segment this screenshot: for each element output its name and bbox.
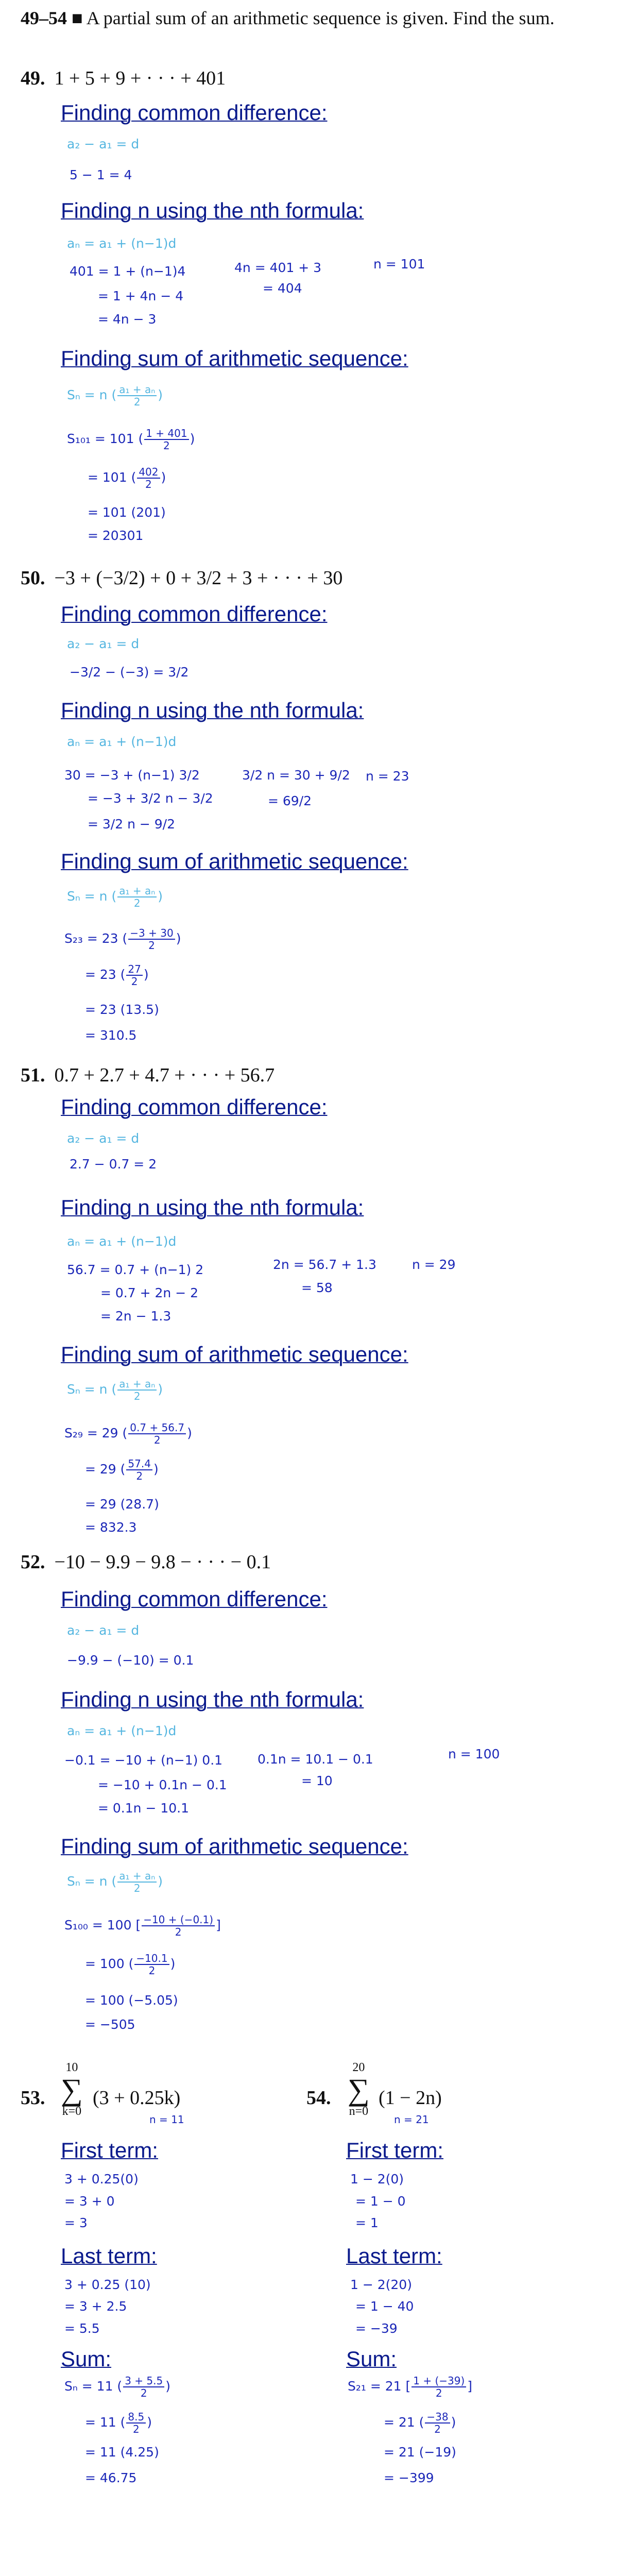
problem-expression: −10 − 9.9 − 9.8 − · · · − 0.1 bbox=[54, 1551, 271, 1573]
work-n2: = 0.7 + 2n − 2 bbox=[100, 1285, 198, 1300]
formula-d: a₂ − a₁ = d bbox=[67, 137, 140, 151]
work-n1: 401 = 1 + (n−1)4 bbox=[70, 264, 186, 279]
heading-sum-short: Sum: bbox=[346, 2347, 397, 2371]
work-f3: = 3 bbox=[64, 2215, 88, 2230]
formula-sn: Sₙ = n ( $\frac{\text{a₁ + aₙ}}{2}$ ) bbox=[67, 885, 163, 909]
work-n1: 30 = −3 + (n−1) 3/2 bbox=[64, 768, 200, 783]
work-s4: = 310.5 bbox=[85, 1028, 137, 1043]
work-l2: = 3 + 2.5 bbox=[64, 2299, 127, 2314]
work-s4: = 20301 bbox=[88, 528, 144, 543]
work-s4: = 46.75 bbox=[85, 2470, 137, 2485]
work-d: −9.9 − (−10) = 0.1 bbox=[67, 1653, 194, 1668]
problem-expression: (3 + 0.25k) bbox=[93, 2087, 181, 2109]
work-f3: = 1 bbox=[355, 2215, 379, 2230]
work-l2: = 1 − 40 bbox=[355, 2299, 414, 2314]
problem-number: 50. bbox=[21, 567, 45, 589]
work-n6: n = 29 bbox=[412, 1257, 456, 1272]
sigma-icon: ∑ bbox=[348, 2073, 370, 2107]
work-s4: = −505 bbox=[85, 2017, 135, 2032]
formula-sn: Sₙ = n ( $\frac{\text{a₁ + aₙ}}{2}$ ) bbox=[67, 383, 163, 408]
work-s1: S₂₃ = 23 ( $\frac{-3 + 30}{2}$ ) bbox=[64, 927, 181, 952]
work-n3: = 0.1n − 10.1 bbox=[98, 1801, 190, 1816]
work-s1: Sₙ = 11 ( $\frac{3 + 5.5}{2}$ ) bbox=[64, 2375, 170, 2399]
exercise-range: 49–54 bbox=[21, 8, 67, 28]
work-s3: = 21 (−19) bbox=[384, 2445, 456, 2460]
work-n2: = −10 + 0.1n − 0.1 bbox=[98, 1777, 227, 1792]
heading-common-difference: Finding common difference: bbox=[61, 100, 328, 125]
problem-expression: (1 − 2n) bbox=[379, 2087, 442, 2109]
problem-number: 54. bbox=[306, 2087, 331, 2109]
problem-number: 49. bbox=[21, 67, 45, 89]
section-instructions bbox=[21, 6, 608, 30]
work-n5: = 69/2 bbox=[268, 793, 312, 808]
heading-sum: Finding sum of arithmetic sequence: bbox=[61, 849, 408, 873]
formula-an: aₙ = a₁ + (n−1)d bbox=[67, 1234, 177, 1249]
work-s2: = 101 ( $\frac{402}{2}$ ) bbox=[88, 466, 166, 490]
work-n4: 0.1n = 10.1 − 0.1 bbox=[258, 1752, 373, 1767]
work-n4: 4n = 401 + 3 bbox=[234, 260, 322, 275]
work-f2: = 3 + 0 bbox=[64, 2194, 115, 2209]
work-s3: = 100 (−5.05) bbox=[85, 1993, 178, 2008]
problem-expression: 0.7 + 2.7 + 4.7 + · · · + 56.7 bbox=[54, 1064, 275, 1086]
heading-nth-formula: Finding n using the nth formula: bbox=[61, 698, 364, 722]
heading-first-term: First term: bbox=[346, 2138, 443, 2162]
problem-52-header bbox=[21, 1551, 271, 1573]
heading-sum: Finding sum of arithmetic sequence: bbox=[61, 1342, 408, 1366]
formula-an: aₙ = a₁ + (n−1)d bbox=[67, 236, 177, 251]
work-n6: n = 100 bbox=[448, 1747, 500, 1761]
work-s3: = 11 (4.25) bbox=[85, 2445, 159, 2460]
work-n4: 2n = 56.7 + 1.3 bbox=[273, 1257, 376, 1272]
heading-last-term: Last term: bbox=[61, 2244, 157, 2268]
heading-sum: Finding sum of arithmetic sequence: bbox=[61, 346, 408, 370]
work-n5: = 10 bbox=[301, 1773, 333, 1788]
work-s3: = 23 (13.5) bbox=[85, 1002, 159, 1017]
problem-50-header bbox=[21, 567, 342, 589]
work-n6: n = 101 bbox=[373, 257, 425, 272]
heading-nth-formula: Finding n using the nth formula: bbox=[61, 1687, 364, 1711]
problem-51-header bbox=[21, 1064, 275, 1087]
work-l1: 1 − 2(20) bbox=[350, 2277, 412, 2292]
summation-53: 10 ∑ k=0 bbox=[61, 2061, 83, 2118]
work-s4: = −399 bbox=[384, 2470, 434, 2485]
work-l3: = 5.5 bbox=[64, 2321, 100, 2336]
problem-49-header bbox=[21, 67, 226, 90]
problem-number: 52. bbox=[21, 1551, 45, 1573]
work-s1: S₂₉ = 29 ( $\frac{0.7 + 56.7}{2}$ ) bbox=[64, 1421, 192, 1446]
work-n6: n = 23 bbox=[366, 769, 409, 784]
work-n3: = 4n − 3 bbox=[98, 312, 157, 327]
heading-first-term: First term: bbox=[61, 2138, 158, 2162]
work-d: 5 − 1 = 4 bbox=[70, 167, 132, 182]
work-s2: = 23 ( $\frac{27}{2}$ ) bbox=[85, 963, 149, 988]
heading-common-difference: Finding common difference: bbox=[61, 1587, 328, 1611]
problem-number: 53. bbox=[21, 2087, 45, 2109]
work-s2: = 21 ( $\frac{-38}{2}$ ) bbox=[384, 2411, 456, 2435]
formula-sn: Sₙ = n ( $\frac{\text{a₁ + aₙ}}{2}$ ) bbox=[67, 1378, 163, 1402]
work-n5: = 58 bbox=[301, 1280, 333, 1295]
work-f1: 1 − 2(0) bbox=[350, 2172, 404, 2187]
heading-sum: Finding sum of arithmetic sequence: bbox=[61, 1834, 408, 1858]
work-s3: = 29 (28.7) bbox=[85, 1497, 159, 1512]
heading-nth-formula: Finding n using the nth formula: bbox=[61, 198, 364, 223]
work-n1: −0.1 = −10 + (n−1) 0.1 bbox=[64, 1753, 223, 1768]
work-s1: S₁₀₁ = 101 ( $\frac{1 + 401}{2}$ ) bbox=[67, 427, 195, 452]
work-l1: 3 + 0.25 (10) bbox=[64, 2277, 151, 2292]
heading-last-term: Last term: bbox=[346, 2244, 442, 2268]
heading-nth-formula: Finding n using the nth formula: bbox=[61, 1195, 364, 1219]
work-f2: = 1 − 0 bbox=[355, 2194, 406, 2209]
work-n2: = 1 + 4n − 4 bbox=[98, 289, 184, 303]
problem-54-header bbox=[306, 2087, 331, 2109]
work-n1: 56.7 = 0.7 + (n−1) 2 bbox=[67, 1262, 204, 1277]
heading-common-difference: Finding common difference: bbox=[61, 602, 328, 626]
formula-d: a₂ − a₁ = d bbox=[67, 1131, 140, 1146]
formula-sn: Sₙ = n ( $\frac{\text{a₁ + aₙ}}{2}$ ) bbox=[67, 1870, 163, 1894]
heading-sum-short: Sum: bbox=[61, 2347, 112, 2371]
formula-an: aₙ = a₁ + (n−1)d bbox=[67, 1723, 177, 1738]
problem-expression: 1 + 5 + 9 + · · · + 401 bbox=[54, 67, 226, 89]
work-n3: = 3/2 n − 9/2 bbox=[88, 817, 175, 832]
sigma-icon: ∑ bbox=[61, 2073, 83, 2107]
work-s2: = 29 ( $\frac{57.4}{2}$ ) bbox=[85, 1458, 159, 1482]
work-s2: = 11 ( $\frac{8.5}{2}$ ) bbox=[85, 2411, 152, 2435]
work-s4: = 832.3 bbox=[85, 1520, 137, 1535]
work-d: −3/2 − (−3) = 3/2 bbox=[70, 665, 189, 680]
work-n2: = −3 + 3/2 n − 3/2 bbox=[88, 791, 213, 806]
work-l3: = −39 bbox=[355, 2321, 398, 2336]
formula-d: a₂ − a₁ = d bbox=[67, 1623, 140, 1638]
work-s2: = 100 ( $\frac{-10.1}{2}$ ) bbox=[85, 1952, 176, 1977]
problem-number: 51. bbox=[21, 1064, 45, 1086]
work-d: 2.7 − 0.7 = 2 bbox=[70, 1157, 157, 1172]
heading-common-difference: Finding common difference: bbox=[61, 1095, 328, 1119]
problem-53-header bbox=[21, 2087, 45, 2109]
formula-d: a₂ − a₁ = d bbox=[67, 636, 140, 651]
summation-54: 20 ∑ n=0 bbox=[348, 2061, 370, 2118]
bullet: ■ bbox=[72, 8, 83, 28]
work-s3: = 101 (201) bbox=[88, 505, 166, 520]
problem-expression: −3 + (−3/2) + 0 + 3/2 + 3 + · · · + 30 bbox=[54, 567, 343, 589]
work-s1: S₂₁ = 21 [ $\frac{1 + (-39)}{2}$ ] bbox=[348, 2375, 473, 2399]
instructions-text: A partial sum of an arithmetic sequence is given. Find the sum. bbox=[86, 8, 555, 28]
work-n3: = 2n − 1.3 bbox=[100, 1309, 172, 1324]
note-n: n = 11 bbox=[149, 2113, 184, 2126]
work-s1: S₁₀₀ = 100 [ $\frac{-10 + (-0.1)}{2}$ ] bbox=[64, 1913, 221, 1938]
work-f1: 3 + 0.25(0) bbox=[64, 2172, 139, 2187]
note-n: n = 21 bbox=[394, 2113, 429, 2126]
formula-an: aₙ = a₁ + (n−1)d bbox=[67, 734, 177, 749]
work-n5: = 404 bbox=[263, 281, 302, 296]
work-n4: 3/2 n = 30 + 9/2 bbox=[242, 768, 350, 783]
